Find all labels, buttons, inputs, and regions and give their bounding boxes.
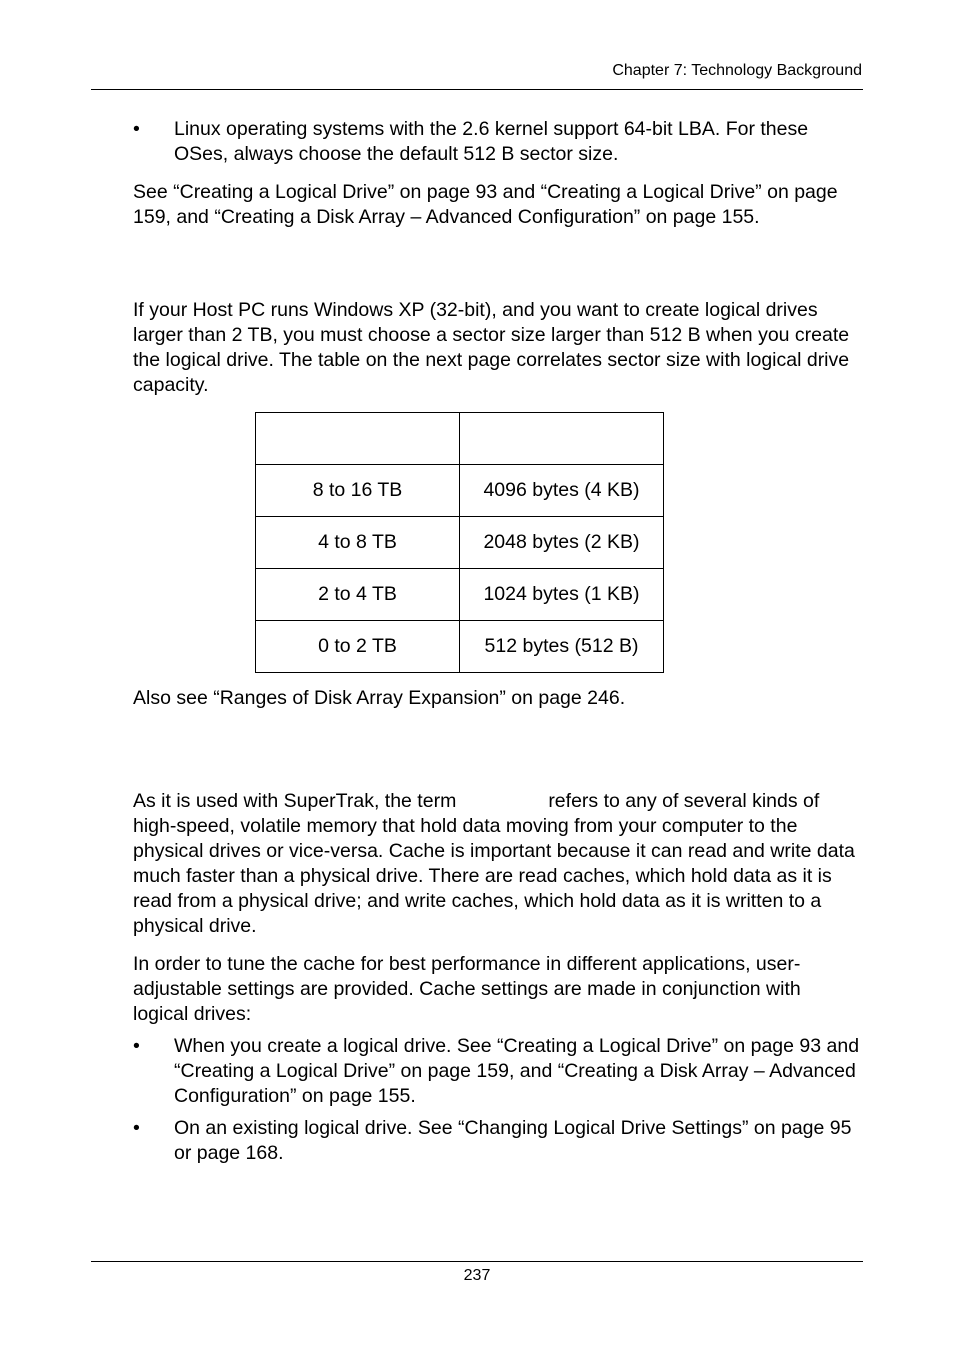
table-row [256,621,664,673]
table-row [256,465,664,517]
capacity-cell: 8 to 16 TB [256,465,460,517]
cache-intro-rest: refers to any of several kinds of high-speed, volatile memory that hold data moving from your computer to the physical drives or vice-versa. Cache is important because it can read and write data much faster than a physical drive. There are read caches, which hold data as it is read from a physical drive; and write caches, which hold data as it is written to a physical drive. [133,790,855,937]
sector-size-cell: 512 bytes (512 B) [460,621,664,673]
capacity-cell: 2 to 4 TB [256,569,460,621]
page-number: 237 [463,1267,491,1284]
capacity-cell: 0 to 2 TB [256,621,460,673]
table-row [256,517,664,569]
table-header-row [256,413,664,465]
table-row [256,569,664,621]
cache-intro-start: As it is used with SuperTrak, the term [133,790,457,812]
cache-intro-paragraph [133,789,858,939]
header-divider [91,89,863,90]
windows-xp-paragraph: If your Host PC runs Windows XP (32-bit), and you want to create logical drives larger than 2 TB, you must choose a sector size larger than 512 B when you create the logical drive. The table on the next page correlates sector size with logical drive capacity. [133,299,850,396]
existing-drive-bullet-text: On an existing logical drive. See “Changing Logical Drive Settings” on page 95 or page 168. [174,1117,852,1164]
linux-bullet-text: Linux operating systems with the 2.6 kernel support 64-bit LBA. For these OSes, always choose the default 512 B sector size. [174,118,809,165]
bullet-marker: • [133,1117,140,1139]
tune-cache-paragraph: In order to tune the cache for best performance in different applications, user-adjustable settings are provided. Cache settings are made in conjunction with logical drives: [133,953,801,1025]
sector-size-cell: 1024 bytes (1 KB) [460,569,664,621]
create-drive-bullet-text: When you create a logical drive. See “Creating a Logical Drive” on page 93 and “Creating a Logical Drive” on page 159, and “Creating a Disk Array – Advanced Configuration” on page 155. [174,1035,860,1107]
also-see-paragraph: Also see “Ranges of Disk Array Expansion” on page 246. [133,687,626,709]
running-header: Chapter 7: Technology Background [612,62,862,79]
table-header-cell [256,413,460,465]
capacity-cell: 4 to 8 TB [256,517,460,569]
bullet-marker: • [133,118,140,140]
sector-size-cell: 4096 bytes (4 KB) [460,465,664,517]
see-creating-paragraph: See “Creating a Logical Drive” on page 93 and “Creating a Logical Drive” on page 159, and “Creating a Disk Array – Advanced Configuration” on page 155. [133,181,838,228]
sector-size-table [255,412,664,673]
footer-divider [91,1261,863,1262]
sector-size-cell: 2048 bytes (2 KB) [460,517,664,569]
bullet-marker: • [133,1035,140,1057]
table-header-cell [460,413,664,465]
